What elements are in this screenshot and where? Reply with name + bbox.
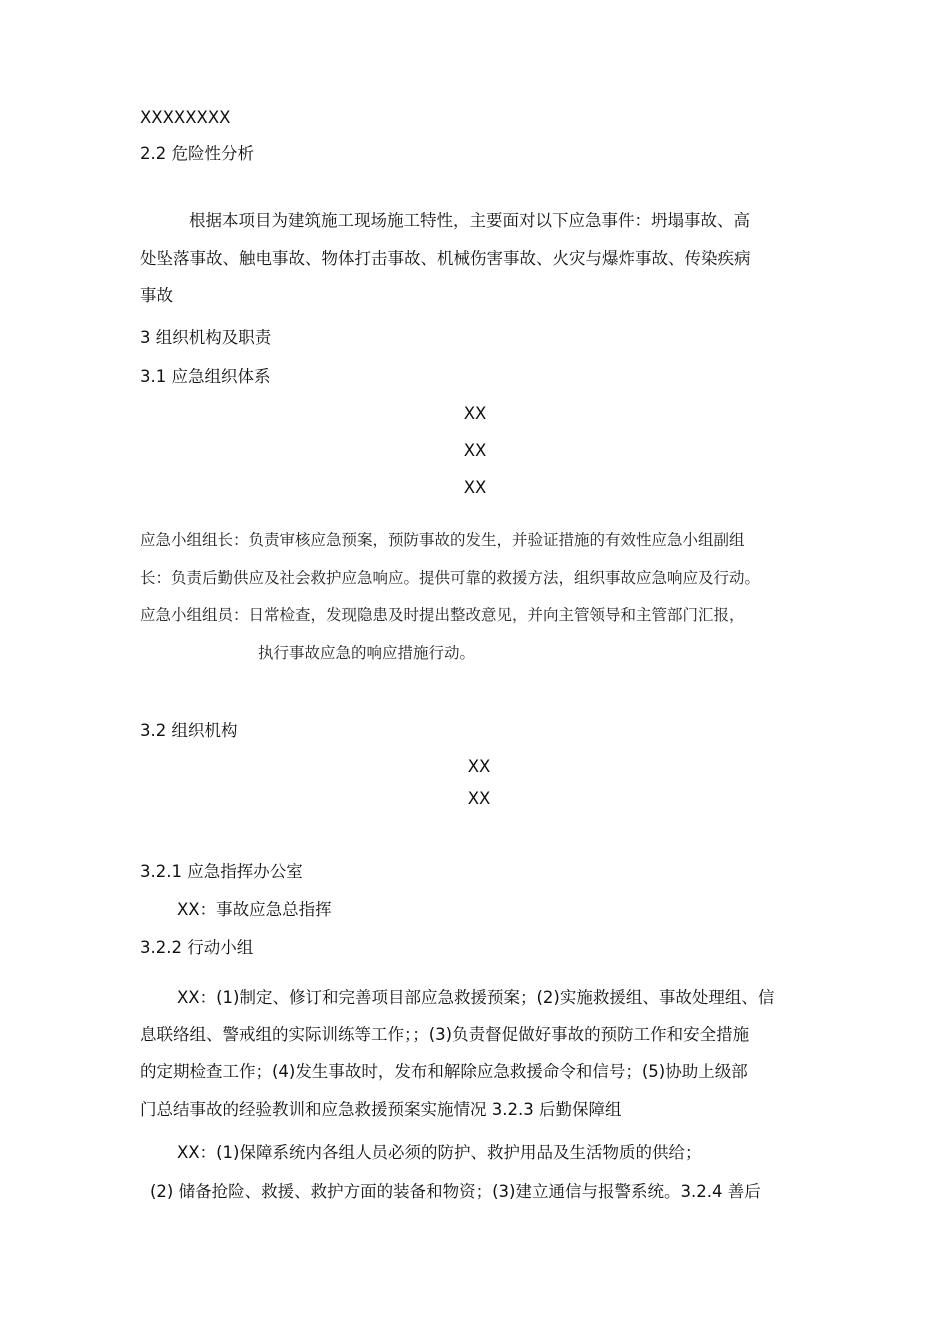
commander-line: XX：事故应急总指挥 [177,900,332,919]
org-struct-name-1: XX [467,757,491,776]
org-struct-name-2: XX [467,789,491,808]
logistics-line-1: XX：(1)保障系统内各组人员必须的防护、救护用品及生活物质的供给； [177,1143,702,1162]
org-system-name-3: XX [463,478,487,497]
duty-line-2: 长：负责后勤供应及社会救护应急响应。提供可靠的救援方法，组织事故应急响应及行动。 [140,569,761,587]
action-line-2: 息联络组、警戒组的实际训练等工作；；(3)负责督促做好事故的预防工作和安全措施 [140,1025,750,1044]
duty-line-1: 应急小组组长：负责审核应急预案，预防事故的发生，并验证措施的有效性应急小组副组 [140,531,745,549]
section-3-2-title: 3.2 组织机构 [140,721,238,740]
hazard-paragraph-line-1: 根据本项目为建筑施工现场施工特性，主要面对以下应急事件：坍塌事故、高 [189,211,750,230]
header-code: XXXXXXXX [140,108,231,127]
duty-line-4: 执行事故应急的响应措施行动。 [258,644,476,662]
logistics-line-2: (2) 储备抢险、救援、救护方面的装备和物资；(3)建立通信与报警系统。3.2.4 善后 [150,1182,761,1201]
section-3-title: 3 组织机构及职责 [140,328,272,347]
section-2-2-title: 2.2 危险性分析 [140,144,254,163]
org-system-name-1: XX [463,404,487,423]
action-line-1: XX：(1)制定、修订和完善项目部应急救援预案；(2)实施救援组、事故处理组、信 [177,988,775,1007]
section-3-2-2-title: 3.2.2 行动小组 [140,938,254,957]
section-3-1-title: 3.1 应急组织体系 [140,367,271,386]
action-line-4: 门总结事故的经验教训和应急救援预案实施情况 3.2.3 后勤保障组 [140,1100,622,1119]
duty-line-3: 应急小组组员：日常检查，发现隐患及时提出整改意见，并向主管领导和主管部门汇报， [140,606,745,624]
org-system-name-2: XX [463,441,487,460]
hazard-paragraph-line-2: 处坠落事故、触电事故、物体打击事故、机械伤害事故、火灾与爆炸事故、传染疾病 [140,249,751,268]
action-line-3: 的定期检查工作；(4)发生事故时，发布和解除应急救援命令和信号；(5)协助上级部 [140,1062,748,1081]
hazard-paragraph-line-3: 事故 [140,286,173,305]
section-3-2-1-title: 3.2.1 应急指挥办公室 [140,862,303,881]
